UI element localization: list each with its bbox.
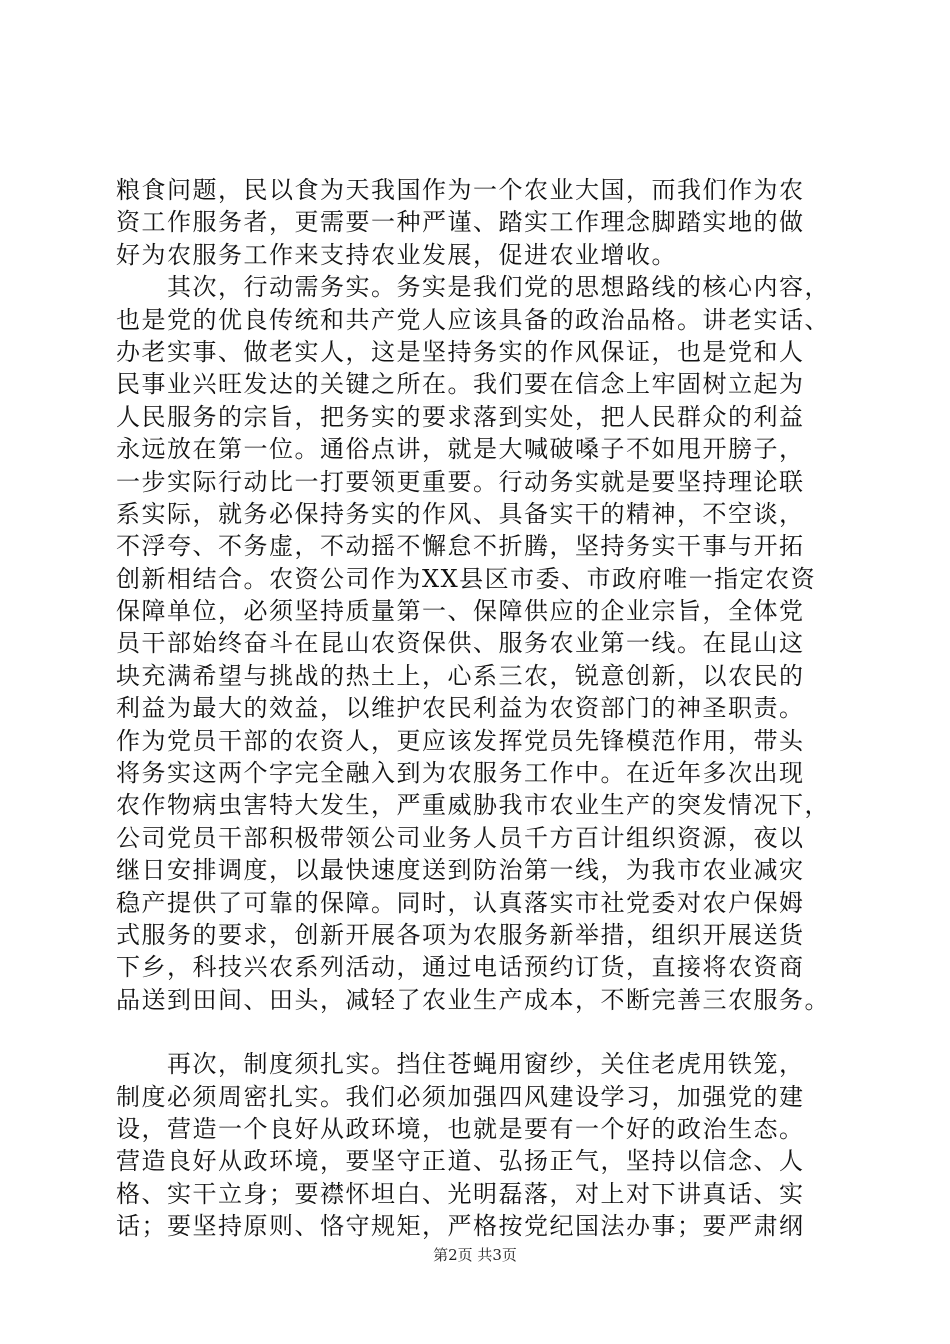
text-line: 制度必须周密扎实。我们必须加强四风建设学习，加强党的建 — [116, 1082, 805, 1111]
text-line: 好为农服务工作来支持农业发展，促进农业增收。 — [116, 240, 677, 269]
text-line: 继日安排调度，以最快速度送到防治第一线，为我市农业减灾 — [116, 856, 805, 885]
text-line: 利益为最大的效益，以维护农民利益为农资部门的神圣职责。 — [116, 694, 805, 723]
text-line: 永远放在第一位。通俗点讲，就是大喊破嗓子不如甩开膀子， — [116, 435, 805, 464]
text-line: 员干部始终奋斗在昆山农资保供、服务农业第一线。在昆山这 — [116, 629, 805, 658]
text-line: 块充满希望与挑战的热土上，心系三农，锐意创新，以农民的 — [116, 661, 805, 690]
text-line: 稳产提供了可靠的保障。同时，认真落实市社党委对农户保姆 — [116, 888, 805, 917]
text-line: 资工作服务者，更需要一种严谨、踏实工作理念脚踏实地的做 — [116, 208, 805, 237]
text-line: 再次，制度须扎实。挡住苍蝇用窗纱，关住老虎用铁笼， — [116, 1050, 805, 1079]
document-body — [116, 174, 836, 1243]
text-line: 其次，行动需务实。务实是我们党的思想路线的核心内容， — [116, 273, 830, 302]
text-line: 话；要坚持原则、恪守规矩，严格按党纪国法办事；要严肃纲 — [116, 1212, 805, 1241]
text-line: 一步实际行动比一打要领更重要。行动务实就是要坚持理论联 — [116, 467, 805, 496]
text-line: 格、实干立身；要襟怀坦白、光明磊落，对上对下讲真话、实 — [116, 1179, 805, 1208]
text-line: 人民服务的宗旨，把务实的要求落到实处，把人民群众的利益 — [116, 402, 805, 431]
text-line: 作为党员干部的农资人，更应该发挥党员先锋模范作用，带头 — [116, 726, 805, 755]
text-line: 营造良好从政环境，要坚守正道、弘扬正气，坚持以信念、人 — [116, 1147, 805, 1176]
text-line: 保障单位，必须坚持质量第一、保障供应的企业宗旨，全体党 — [116, 597, 805, 626]
text-line: 品送到田间、田头，减轻了农业生产成本，不断完善三农服务。 — [116, 985, 830, 1014]
page-footer: 第2页 共3页 — [433, 1246, 517, 1264]
paragraph-3 — [116, 1048, 836, 1242]
text-line: 创新相结合。农资公司作为XX县区市委、市政府唯一指定农资 — [116, 564, 817, 593]
text-line: 粮食问题，民以食为天我国作为一个农业大国，而我们作为农 — [116, 176, 805, 204]
paragraph-2 — [116, 271, 836, 1016]
text-line: 农作物病虫害特大发生，严重威胁我市农业生产的突发情况下， — [116, 791, 830, 820]
text-line: 下乡，科技兴农系列活动，通过电话预约订货，直接将农资商 — [116, 953, 805, 982]
text-line: 设，营造一个良好从政环境，也就是要有一个好的政治生态。 — [116, 1114, 805, 1143]
text-line: 办老实事、做老实人，这是坚持务实的作风保证，也是党和人 — [116, 337, 805, 366]
text-line: 将务实这两个字完全融入到为农服务工作中。在近年多次出现 — [116, 759, 805, 788]
text-line: 不浮夸、不务虚，不动摇不懈怠不折腾，坚持务实干事与开拓 — [116, 532, 805, 561]
paragraph-1 — [116, 174, 836, 271]
text-line: 也是党的优良传统和共产党人应该具备的政治品格。讲老实话、 — [116, 305, 830, 334]
text-line: 公司党员干部积极带领公司业务人员千方百计组织资源，夜以 — [116, 823, 805, 852]
text-line: 系实际，就务必保持务实的作风、具备实干的精神，不空谈， — [116, 499, 805, 528]
text-line: 民事业兴旺发达的关键之所在。我们要在信念上牢固树立起为 — [116, 370, 805, 399]
text-line: 式服务的要求，创新开展各项为农服务新举措，组织开展送货 — [116, 920, 805, 949]
paragraph-spacer — [116, 1016, 836, 1048]
